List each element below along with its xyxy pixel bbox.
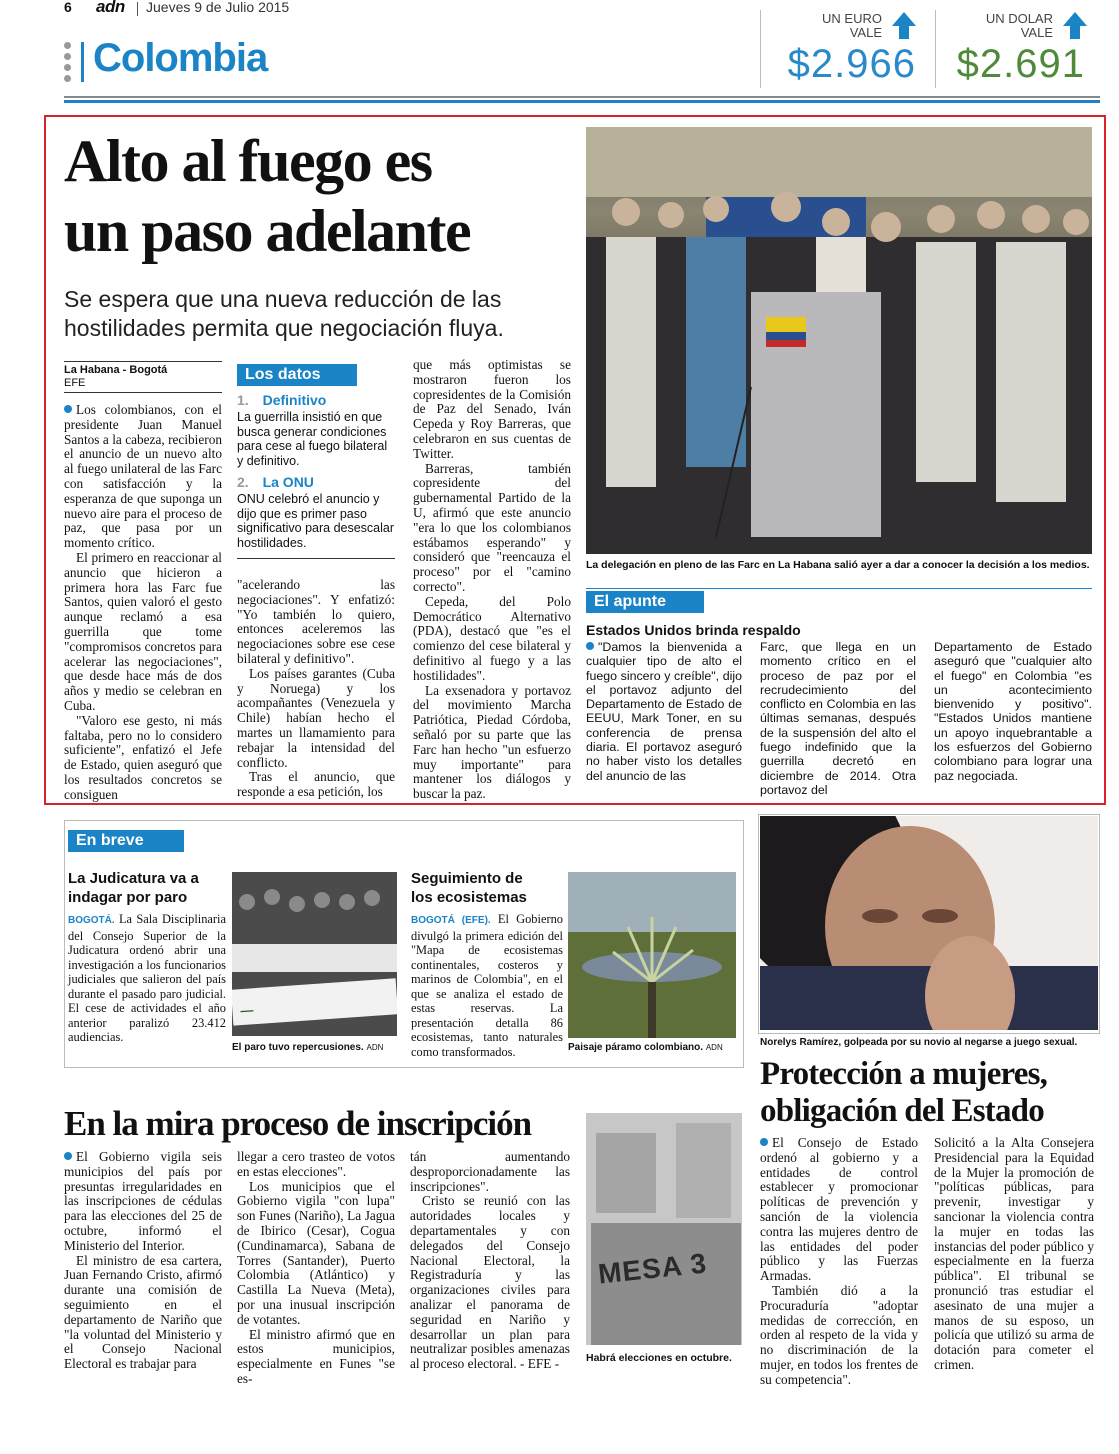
main-col-3: que más optimistas se mostraron fueron los copresidentes de la Comisión de Paz del Senado, Iván Cepeda y Roy Barreras, que celebraron en sus cuentas de Twitter. Barreras, también copresidente del gubernamental Partido de la U, afirmó que este anuncio "era lo que los colombianos estábamos esperando" y consideró que "reencauza el proceso" por el "camino correcto". Cepeda, del Polo Democrático Alternativo (PDA), destacó que "es el comienzo del cese bilateral y definitivo al fuego y a las hostilidades". La exsenadora y portavoz del movimiento Marcha Patriótica, Piedad Córdoba, señaló por su parte que las Farc han hecho "un esfuerzo muy importante" para mantener los diálogos y buscar la paz. [413,357,571,802]
datos-item1-text: La guerrilla insistió en que busca generar condiciones para cese al fuego bilateral y definitivo. [237,410,388,468]
mujeres-col-2: Solicitó a la Alta Consejera Presidencial para la Equidad de la Mujer la promoción de "políticas públicas, para prevenir, investigar y sancionar la violencia contra la mujer en todas las instancias del poder público y especialmente en la fuerza pública". El tribunal se pronunció tras estudiar el asesinato de una mujer a manos de su esposo, un policía que utilizó su arma de dotación para cometer el crimen. [934,1135,1094,1372]
bullet-dot-icon [760,1138,768,1146]
bullet-dot-icon [64,405,72,413]
bullet-dot-icon [64,1152,72,1160]
mujeres-col-1: El Consejo de Estado ordenó al gobierno y a entidades de control establecer y promocionar políticas de prevención y sanción de la violencia contra las mujeres dentro de las entidades del poder público y las Fuerzas Armadas. También dió a la Procuraduría "adoptar medidas de corrección, en orden al respeto de la vida y no discriminación de la mujer, en todos los frentes de su competencia". [760,1135,918,1387]
mira-col-2: llegar a cero trasteo de votos en estas elecciones". Los municipios que el Gobierno vigila "con lupa" son Funes (Nariño), La Jagua de Ibirico (Cesar), Cogua (Cundinamarca), Sabana de Torres (Santander), Puerto Colombia (Atlántico) y Castilla La Nueva (Meta), por una inusual inscripción de votantes. El ministro afirmó que en estos municipios, especialmente en Funes "se es- [237,1149,395,1386]
mira-col-3: tán aumentando desproporcionadamente las inscripciones". Cristo se reunió con las autoridades locales y departamentales y con delegados del Consejo Nacional Electoral, la Registraduría y las organizaciones civiles para analizar el panorama de seguridad en Nariño y desarrollar un plan para neutralizar posibles amenazas al proceso electoral. - EFE - [410,1149,570,1372]
page-header [0,0,1119,100]
euro-up-arrow-icon [892,12,916,26]
svg-text:—: — [239,1002,254,1019]
apunte-title: Estados Unidos brinda respaldo [586,622,801,638]
header-rule-blue [64,100,1100,103]
breve-label: En breve [68,830,184,852]
mujeres-photo-caption: Norelys Ramírez, golpeada por su novio al negarse a juego sexual. [760,1037,1078,1048]
breve-story2-caption: Paisaje páramo colombiano. ADN [568,1042,723,1053]
currency-divider [760,10,761,88]
apunte-col-2: Farc, que llega en un momento crítico en el proceso de paz por el recrudecimiento del conflicto en Colombia en las últimas semanas, después de la suspensión del alto el fuego indefinido que la guerrilla decretó en diciembre de 2014. Otra portavoz del [760,640,916,797]
main-col-1: Los colombianos, con el presidente Juan Manuel Santos a la cabeza, recibieron el anuncio de un nuevo alto al fuego unilateral de las Farc con satisfacción y la esperanza de que suponga un nuevo aire para el proceso de paz, que pasa por un momento crítico. El primero en reaccionar al anuncio que hicieron a primera hora las Farc fue Santos, quien valoró el gesto aunque reclamó a esa guerrilla que tome "compromisos concretos para acelerar las negociaciones", que desde hace más de dos años y medio se celebran en Cuba. "Valoro ese gesto, ni más faltaba, pero no lo considero suficiente", enfatizó el Jefe de Estado, quien aseguró que los resultados concretos se consiguen [64,402,222,802]
page-number: 6 [64,0,72,15]
euro-rate [762,8,932,88]
datos-label: Los datos [237,364,357,386]
euro-label: UN EURO VALE [822,11,882,40]
byline-rule [64,361,222,362]
dolar-up-arrow-icon [1063,12,1087,26]
mira-col-1: El Gobierno vigila seis municipios del país por presuntas irregularidades en las inscripciones de cédulas para las elecciones del 25 de octubre, informó el Ministerio del Interior. El ministro de esa cartera, Juan Fernando Cristo, afirmó durante una comisión de seguimiento en el departamento de Nariño que "la voluntad del Ministerio y el Consejo Nacional Electoral es trabajar para [64,1149,222,1372]
breve-story2-text: BOGOTÁ (EFE). El Gobierno divulgó la primera edición del "Mapa de ecosistemas continentales, costeros y marinos de Colombia", en el que se analiza el estado de estas reservas. La presentación detalla 86 ecosistemas, tanto naturales como transformados. [411,912,563,1059]
farc-delegation-photo [586,127,1092,554]
portrait-illustration [760,816,1098,1030]
section-bar [81,42,84,82]
dolar-rate [937,8,1097,88]
mujeres-headline: Protección a mujeres, obligación del Estado [760,1056,1048,1129]
datos-box [237,364,395,559]
judicatura-protest-photo [232,872,397,1036]
header-divider [137,2,138,16]
datos-item1-title: Definitivo [262,392,327,408]
issue-date: Jueves 9 de Julio 2015 [146,0,290,15]
breve-story1-title: La Judicatura va a indagar por paro [68,870,199,906]
currency-divider-2 [935,10,936,88]
header-rule-top [64,96,1100,98]
euro-value: $2.966 [787,42,916,86]
brand-logo: adn [96,0,125,16]
dolar-value: $2.691 [956,42,1085,86]
mira-headline: En la mira proceso de inscripción [64,1104,532,1143]
mira-caption: Habrá elecciones en octubre. [586,1352,732,1364]
photo-illustration [586,127,1092,554]
breve-story2-title: Seguimiento de los ecosistemas [411,870,527,906]
apunte-label: El apunte [586,591,704,613]
datos-item2-num: 2. [237,474,249,490]
paramo-illustration [568,872,736,1038]
datos-item1-num: 1. [237,392,249,408]
datos-rule [237,558,395,559]
breve-story1-text: BOGOTÁ. La Sala Disciplinaria del Consejo Superior de la Judicatura ordenó abrir una investigación a los funcionarios judiciales que salieron del país durante el pasado paro judicial. El cese de actividades el año anterior paralizó 23.412 audiencias. [68,912,226,1044]
byline: La Habana - Bogotá EFE [64,364,168,389]
main-col-2: "acelerando las negociaciones". Y enfatizó: "Yo también lo quiero, entonces aceleremos las negociaciones sobre ese cese bilateral y definitivo". Los países garantes (Cuba y Noruega) y los acompañantes (Venezuela y Chile) habían hecho el martes un llamamiento para rebajar la intensidad del conflicto. Tras el anuncio, que responde a esa petición, los [237,577,395,800]
mesa-illustration [586,1113,742,1345]
apunte-col-1: "Damos la bienvenida a cualquier tipo de alto el fuego sincero y creíble", dijo el portavoz adjunto del Departamento de Estado de EEUU, Mark Toner, en su conferencia de prensa diaria. El portavoz aseguró no haber visto los detalles del anuncio de las [586,640,742,783]
breve-story1-caption: El paro tuvo repercusiones. ADN [232,1042,384,1053]
section-title: Colombia [93,36,268,80]
bullet-dot-icon [586,642,594,650]
paramo-photo [568,872,736,1038]
norelys-photo [760,816,1098,1030]
apunte-col-3: Departamento de Estado aseguró que "cualquier alto el fuego" en Colombia "es un acontecimiento bienvenido y positivo". "Estados Unidos mantiene un apoyo inquebrantable a los esfuerzos del Gobierno colombiano para lograr una paz negociada. [934,640,1092,783]
protest-illustration [232,872,397,1036]
apunte-rule [586,588,1092,589]
main-subhead: Se espera que una nueva reducción de las hostilidades permita que negociación fluya. [64,286,504,341]
datos-item2-title: La ONU [262,474,314,490]
byline-rule-bottom [64,392,222,393]
main-photo-caption: La delegación en pleno de las Farc en La Habana salió ayer a dar a conocer la decisión a los medios. [586,559,1090,571]
dolar-label: UN DOLAR VALE [985,11,1053,40]
section-dots-icon [64,42,72,82]
mesa-box-photo [586,1113,742,1345]
mesa-box-text: MESA 3 [596,1247,709,1290]
main-headline: Alto al fuego es un paso adelante [64,128,471,264]
datos-item2-text: ONU celebró el anuncio y dijo que es primer paso significativo para desescalar hostilidades. [237,492,395,550]
